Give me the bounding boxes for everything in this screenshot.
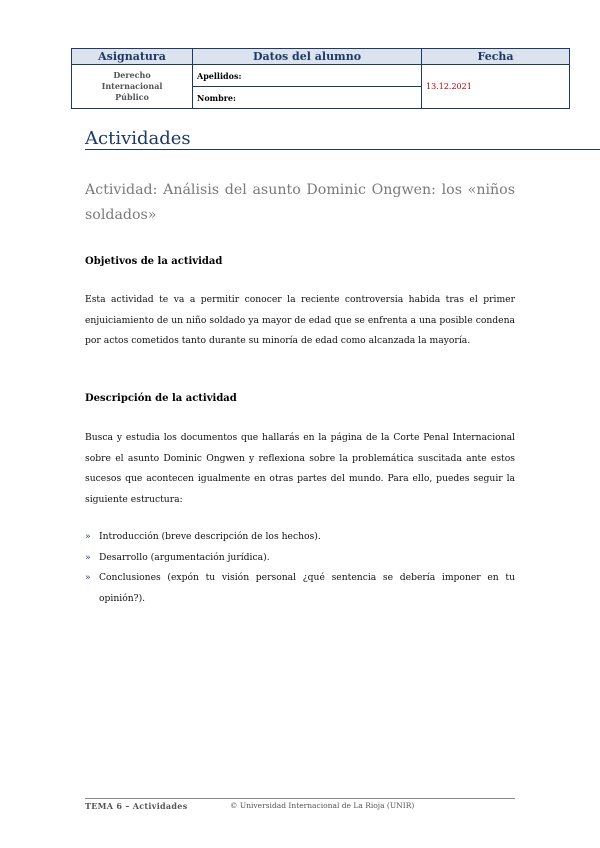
name-field[interactable]: Nombre: — [193, 87, 422, 109]
subject-column-header: Asignatura — [72, 49, 193, 65]
objectives-paragraph: Esta actividad te va a permitir conocer la reciente controversia habida tras el primer enjuiciamiento de un niño soldado ya mayor de edad que se enfrenta a una posible condena por actos cometidos tanto durante su minoría de edad como alcanzada la mayoría. — [85, 294, 515, 346]
activity-title: Actividad: Análisis del asunto Dominic Ongwen: los «niños soldados» — [85, 182, 515, 223]
bullet-marker: » — [85, 552, 91, 563]
subject-name — [72, 65, 193, 109]
section-title-rule — [85, 149, 600, 150]
list-item-text: Desarrollo (argumentación jurídica). — [99, 551, 270, 563]
date-column-header: Fecha — [422, 49, 570, 65]
footer-copyright: © Universidad Internacional de La Rioja (UNIR) — [230, 801, 415, 810]
structure-list — [85, 527, 515, 609]
date-value: 13.12.2021 — [422, 65, 570, 109]
list-item-text: Introducción (breve descripción de los hechos). — [99, 531, 321, 542]
subject-line-2: Internacional — [101, 81, 163, 91]
objectives-heading: Objetivos de la actividad — [85, 256, 223, 267]
list-item-text: Conclusiones (expón tu visión personal ¿qué sentencia se debería imponer en tu opinión?). — [99, 572, 515, 604]
list-item — [85, 548, 515, 569]
student-data-column-header: Datos del alumno — [193, 49, 422, 65]
bullet-marker: » — [85, 532, 91, 542]
footer-topic: TEMA 6 – Actividades — [85, 801, 188, 811]
section-title: Actividades — [85, 128, 191, 149]
description-paragraph: Busca y estudia los documentos que hallarás en la página de la Corte Penal Internacional sobre el asunto Dominic Ongwen y reflexiona sobre la problemática suscitada ante estos sucesos que acontecen igualmente en otras partes del mundo. Para ello, puedes seguir la siguiente estructura: — [85, 432, 515, 505]
bullet-marker: » — [85, 573, 91, 583]
subject-line-3: Público — [115, 92, 149, 102]
footer-rule — [85, 798, 515, 799]
list-item — [85, 527, 515, 548]
list-item — [85, 568, 515, 609]
description-heading: Descripción de la actividad — [85, 393, 237, 404]
student-data-table — [71, 48, 570, 109]
surname-field[interactable]: Apellidos: — [193, 65, 422, 87]
subject-line-1: Derecho — [113, 70, 151, 80]
